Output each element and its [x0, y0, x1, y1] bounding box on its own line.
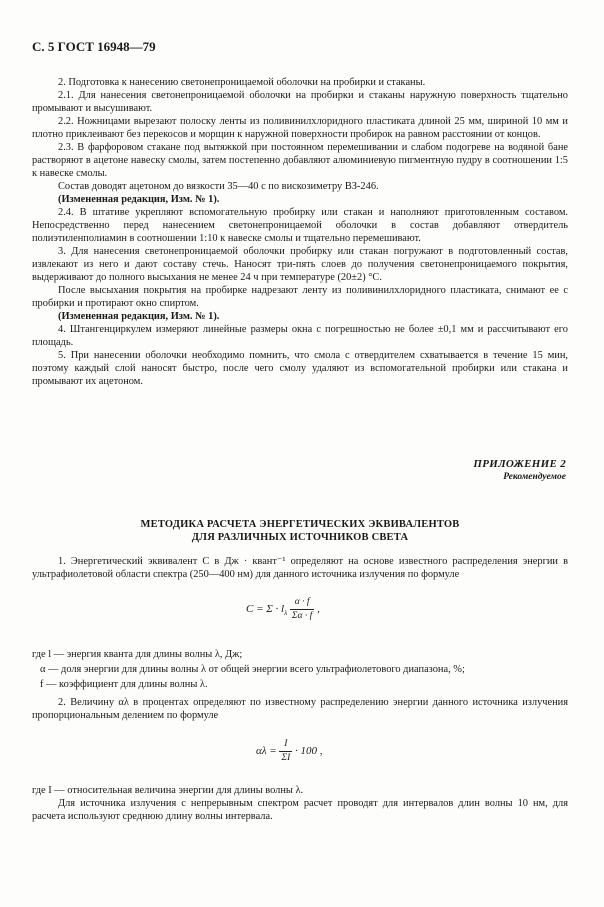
appendix-label: ПРИЛОЖЕНИЕ 2	[473, 458, 566, 470]
paragraph-4: 4. Штангенциркулем измеряют линейные размеры окна с погрешностью не более ±0,1 мм и рассчитывают его площадь.	[32, 324, 568, 348]
appendix-paragraph-1-block	[32, 555, 568, 581]
legend2-line: где I — относительная величина энергии для длины волны λ.	[32, 785, 304, 796]
formula1-left: C = Σ · l	[246, 603, 285, 616]
edit-note-2: (Измененная редакция, Изм. № 1).	[58, 311, 220, 322]
paragraph-5: 5. При нанесении оболочки необходимо помнить, что смола с отвердителем схватывается в течение 15 мин, поэтому каждый слой наносят быстро, после чего смолу удаляют из вспомогательной пробирки или стакана и промывают их ацетоном.	[32, 350, 568, 387]
appendix-paragraph-2-block	[32, 696, 568, 722]
formula2-left: αλ =	[256, 745, 277, 758]
legend1-line-a: где l — энергия кванта для длины волны λ, Дж;	[32, 649, 243, 660]
formula2-numerator: I	[279, 738, 292, 752]
formula2-legend	[32, 784, 568, 797]
formula1-denominator: Σα · f	[291, 611, 313, 621]
paragraph-2-3b: Состав доводят ацетоном до вязкости 35—40 с по вискозиметру ВЗ-246.	[58, 181, 379, 192]
formula1-legend	[32, 648, 568, 691]
appendix-title-line2: ДЛЯ РАЗЛИЧНЫХ ИСТОЧНИКОВ СВЕТА	[191, 532, 409, 543]
paragraph-2-1: 2.1. Для нанесения светонепроницаемой оболочки на пробирки и стаканы наружную поверхность тщательно промывают и высушивают.	[32, 90, 568, 114]
paragraph-2-2: 2.2. Ножницами вырезают полоску ленты из поливинилхлоридного пластиката длиной 25 мм, шириной 10 мм и плотно приклеивают без перекосов и морщин к наружной поверхности пробирок на равном расстоянии от концов.	[32, 116, 568, 140]
legend1-line-b: α — доля энергии для длины волны λ от общей энергии всего ультрафиолетового диапазона, %;	[40, 664, 465, 675]
appendix-title	[32, 518, 568, 544]
paragraph-3: 3. Для нанесения светонепроницаемой оболочки пробирку или стакан погружают в подготовленный состав, извлекают из него и дают составу стечь. Наносят три-пять слоев до получения светонепроницаемого покрытия, выдерживают до полного высыхания не менее 24 ч при температуре (20±2) °С.	[32, 246, 568, 283]
formula2-right: · 100 ,	[295, 745, 323, 758]
appendix-paragraph-1: 1. Энергетический эквивалент C в Дж · квант⁻¹ определяют на основе известного распределения энергии в ультрафиолетовой области спектра (250—400 нм) для данного источника излучения по формуле	[32, 556, 568, 580]
paragraph-3b: После высыхания покрытия на пробирке надрезают ленту из поливинилхлоридного пластиката, снимают ее с пробирки и протирают окно спиртом.	[32, 285, 568, 309]
formula1-fraction	[290, 596, 314, 623]
formula2-denominator: ΣI	[281, 753, 291, 763]
page-header: С. 5 ГОСТ 16948—79	[32, 39, 156, 54]
appendix-paragraph-2: 2. Величину αλ в процентах определяют по известному распределению энергии данного источника излучения пропорциональным делением по формуле	[32, 697, 568, 721]
appendix-title-line1: МЕТОДИКА РАСЧЕТА ЭНЕРГЕТИЧЕСКИХ ЭКВИВАЛЕНТОВ	[140, 519, 460, 530]
appendix-status: Рекомендуемое	[503, 472, 566, 482]
paragraph-2: 2. Подготовка к нанесению светонепроницаемой оболочки на пробирки и стаканы.	[58, 77, 426, 88]
paragraph-2-4: 2.4. В штативе укрепляют вспомогательную пробирку или стакан и наполняют приготовленным составом. Непосредственно перед нанесением светонепроницаемой оболочки в состав добавляют отвердитель полиэтиленполиамин в соотношении 1:10 к навеске смолы и тщательно перемешивают.	[32, 207, 568, 244]
paragraph-2-3: 2.3. В фарфоровом стакане под вытяжкой при постоянном перемешивании и слабом подогреве на водяной бане растворяют в ацетоне навеску смолы, затем постепенно добавляют алюминиевую пигментную пудру в соотношении 1:5 к навеске смолы.	[32, 142, 568, 179]
section-body	[32, 76, 568, 388]
appendix-paragraph-3-block	[32, 797, 568, 823]
formula2-fraction	[279, 738, 292, 765]
formula1-numerator: α · f	[290, 596, 314, 610]
appendix-paragraph-3: Для источника излучения с непрерывным спектром расчет проводят для интервалов длин волны 10 нм, для расчета используют среднюю длину волны интервала.	[32, 798, 568, 822]
legend1-line-c: f — коэффициент для длины волны λ.	[40, 679, 208, 690]
formula-alpha	[256, 738, 323, 765]
appendix-label-block	[473, 458, 566, 484]
formula-energy-equivalent: $C = \Sigma \cdot l_\lambda$ $\frac{\alpha \cdot f}{\Sigma\alpha \cdot f}$ ,	[246, 597, 320, 621]
edit-note-1: (Измененная редакция, Изм. № 1).	[58, 194, 220, 205]
